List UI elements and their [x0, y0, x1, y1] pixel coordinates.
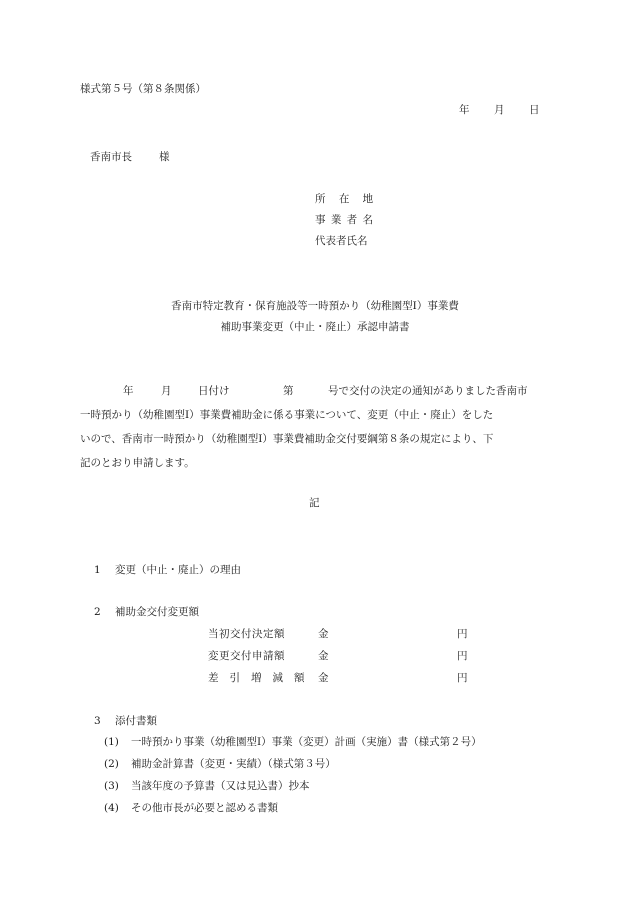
attachment-item-number: (3): [104, 780, 119, 792]
amount-row-label: 差引増減額: [208, 672, 316, 684]
address-label: 所 在 地: [315, 193, 379, 205]
section-3-label: 添付書類: [115, 715, 157, 727]
body-line-3: いので、香南市一時預かり（幼稚園型Ⅰ）事業費補助金交付要綱第８条の規定により、下: [80, 433, 494, 445]
body-month: 月: [161, 385, 172, 397]
amount-row-prefix: 金: [318, 672, 329, 684]
section-2-label: 補助金交付変更額: [115, 606, 199, 618]
amount-row-unit: 円: [457, 650, 468, 662]
date-day: 日: [529, 104, 540, 116]
representative-label: 代表者氏名: [315, 235, 368, 247]
body-line-1-rest: 号で交付の決定の通知がありました香南市: [328, 385, 528, 397]
attachment-item-number: (4): [104, 802, 119, 814]
business-name-label: 事 業 者 名: [315, 214, 375, 226]
amount-row-unit: 円: [457, 672, 468, 684]
body-number-prefix: 第: [283, 385, 294, 397]
amount-row-unit: 円: [457, 628, 468, 640]
attachment-item-number: (2): [104, 758, 119, 770]
amount-row-prefix: 金: [318, 628, 329, 640]
addressee-name: 香南市長: [90, 151, 132, 163]
amount-row-prefix: 金: [318, 650, 329, 662]
attachment-item-text: 一時預かり事業（幼稚園型Ⅰ）事業（変更）計画（実施）書（様式第２号）: [131, 736, 482, 748]
body-year: 年: [123, 385, 134, 397]
attachment-item-text: その他市長が必要と認める書類: [131, 802, 278, 814]
attachment-item-text: 当該年度の予算書（又は見込書）抄本: [131, 780, 310, 792]
body-date-suffix: 日付け: [198, 385, 230, 397]
attachment-item-text: 補助金計算書（変更・実績）（様式第３号）: [131, 758, 336, 770]
amount-row-label: 当初交付決定額: [208, 628, 285, 640]
title-line-2: 補助事業変更（中止・廃止）承認申請書: [220, 321, 410, 333]
title-line-1: 香南市特定教育・保育施設等一時預かり（幼稚園型Ⅰ）事業費: [171, 300, 459, 312]
date-month: 月: [494, 104, 505, 116]
section-3-number: 3: [94, 715, 101, 727]
form-number: 様式第５号（第８条関係）: [80, 83, 206, 95]
date-year: 年: [459, 104, 470, 116]
body-line-4: 記のとおり申請します。: [80, 457, 195, 469]
amount-row-label: 変更交付申請額: [208, 650, 285, 662]
body-line-2: 一時預かり（幼稚園型Ⅰ）事業費補助金に係る事業について、変更（中止・廃止）をした: [80, 409, 494, 421]
addressee-honorific: 様: [159, 151, 170, 163]
section-2-number: 2: [94, 606, 101, 618]
section-1-label: 変更（中止・廃止）の理由: [115, 564, 241, 576]
ki-marker: 記: [309, 497, 320, 509]
section-1-number: 1: [94, 564, 101, 576]
attachment-item-number: (1): [104, 736, 119, 748]
